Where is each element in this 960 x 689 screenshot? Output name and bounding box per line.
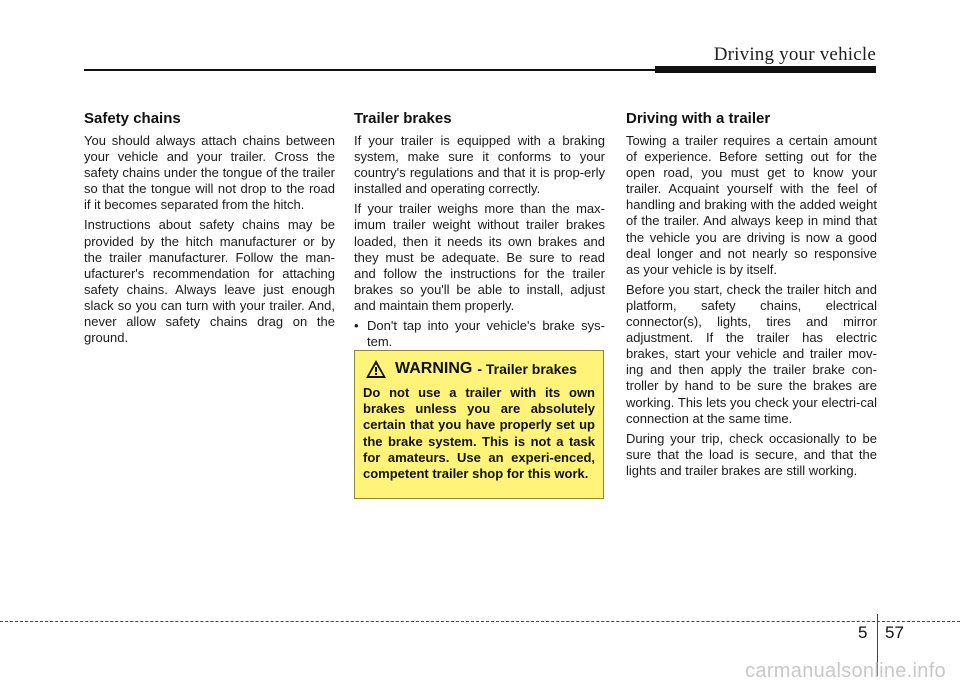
bullet-text: Don't tap into your vehicle's brake sys-tem. [367, 318, 605, 350]
chapter-number: 5 [858, 623, 868, 642]
page-number: 57 [885, 623, 904, 642]
bullet-dot-icon: • [354, 318, 359, 334]
warning-label: WARNING [395, 360, 473, 377]
paragraph: Towing a trailer requires a certain amount of experience. Before setting out for the open road, you must get to know your trailer. Acquaint yourself with the feel of handling and braking with the added weight of the trailer. And always keep in mind that the vehicle you are driving is now a good deal longer and not nearly so responsive as your vehicle is by itself. [626, 133, 877, 277]
header-rule [84, 69, 664, 71]
trailer-brakes-section [354, 110, 605, 350]
warning-triangle-icon [365, 359, 387, 379]
safety-chains-heading: Safety chains [84, 110, 181, 127]
watermark: carmanualsonline.info [745, 660, 946, 682]
warning-box [354, 350, 604, 499]
bullet-item [354, 318, 605, 350]
warning-subtitle: - Trailer brakes [477, 361, 577, 377]
paragraph: During your trip, check occasionally to be sure that the load is secure, and that the lights and trailer brakes are still working. [626, 430, 877, 478]
warning-text: Do not use a trailer with its own brakes unless you are absolutely certain that you have properly set up the brake system. This is not a task for amateurs. Use an experi-enced, competent trailer shop for this work. [363, 385, 595, 482]
header-rule-thick [655, 66, 876, 73]
paragraph: If your trailer is equipped with a braking system, make sure it conforms to your country's regulations and that it is prop-erly installed and operating correctly. [354, 133, 605, 197]
driving-with-trailer-section [626, 110, 877, 483]
driving-with-trailer-heading: Driving with a trailer [626, 110, 771, 127]
section-title: Driving your vehicle [713, 44, 876, 65]
paragraph: Before you start, check the trailer hitch and platform, safety chains, electrical connector(s), lights, tires and mirror adjustment. If the trailer has electric brakes, start your vehicle and trailer mov-ing and then apply the trailer brake con-troller by hand to be sure the brakes are working. This lets you check your electri-cal connection at the same time. [626, 281, 877, 426]
safety-chains-section [84, 110, 335, 350]
paragraph: If your trailer weighs more than the max-imum trailer weight without trailer brakes loaded, then it needs its own brakes and they must be adequate. Be sure to read and follow the instructions for the trailer brakes so you'll be able to install, adjust and maintain them properly. [354, 201, 605, 313]
warning-header [363, 359, 595, 379]
paragraph: You should always attach chains between your vehicle and your trailer. Cross the safety chains under the tongue of the trailer so that the tongue will not drop to the road if it becomes separated from the hitch. [84, 133, 335, 213]
trailer-brakes-heading: Trailer brakes [354, 110, 452, 127]
paragraph: Instructions about safety chains may be provided by the hitch manufacturer or by the trailer manufacturer. Follow the man-ufacturer's recommendation for attaching safety chains. Always leave just enough slack so you can turn with your trailer. And, never allow safety chains drag on the ground. [84, 217, 335, 346]
footer-rule [0, 621, 960, 622]
